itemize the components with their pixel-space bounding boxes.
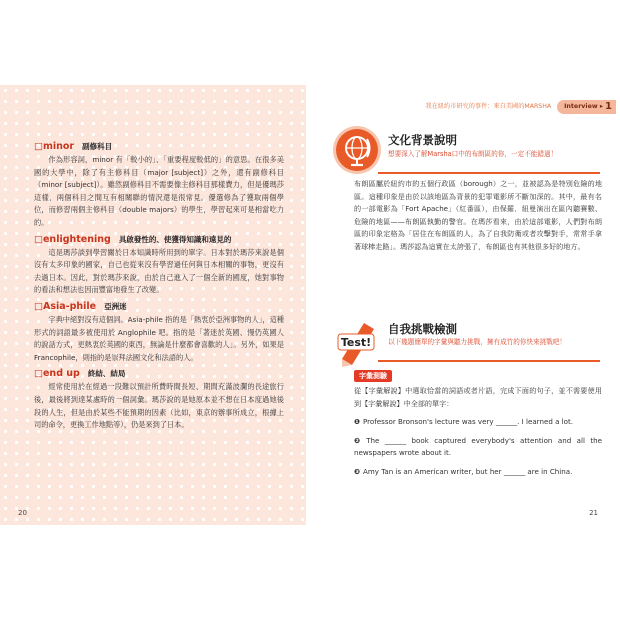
test-badge-text: Test! (340, 336, 372, 349)
term-word: end up (42, 368, 80, 380)
question-text: The ______ book captured everybody's attention and all the newspapers wrote about it. (354, 435, 603, 458)
term-meaning: 亞洲迷 (104, 301, 127, 311)
term-word: enlightening (42, 233, 111, 245)
vocab-test-badge: 字彙測驗 (354, 370, 392, 382)
term-end-up (34, 367, 284, 431)
left-page (0, 85, 306, 525)
term-heading (34, 300, 284, 314)
running-head-title: 我在紐約市研究的事件：來自美國的MARSHA (425, 103, 552, 110)
test-title: 自我挑戰檢測 (388, 322, 457, 336)
checkbox-bullet-icon: □ (34, 300, 43, 312)
question-number-icon: ❷ (354, 435, 364, 445)
interview-number: 1 (605, 101, 612, 112)
term-explanation: 作為形容詞，minor 有「較小的」、「重要程度較低的」的意思。在很多美國的大學中，除了有主修科目（major [subject]）之外，還有副修科目（minor [subject]）。雖然副修科目不需要像主修科目那樣費力，但是優瑪莎這樣，兩個科目之間互有相關聯的情況還是很常見。優選修為了獲取兩個學位，而修習兩個主修科目（double majors）的學生，學習起來可是相當吃力的。 (34, 155, 284, 227)
question-number-icon: ❶ (354, 417, 361, 427)
culture-section (314, 121, 620, 321)
interview-tag-label: Interview (564, 103, 598, 110)
term-heading (34, 233, 284, 247)
term-explanation: 經常使用於在經過一段難以預計所費時間長短、期間充滿波瀾的長途旅行後，最後將到達某處時的一個詞彙。瑪莎說的是她原本並不想在日本度過她後段的人生，但是由於某些不能預期的因素（比如，東京的辦事所成立，根據上司的命令，更換工作地點等），仍是來到了日本。 (34, 382, 284, 430)
term-enlightening (34, 233, 284, 297)
term-meaning: 終結、結局 (87, 369, 126, 379)
section-divider (378, 360, 600, 362)
term-asia-phile (34, 300, 284, 364)
vocabulary-notes (34, 140, 284, 435)
globe-icon (336, 129, 378, 171)
right-page (314, 85, 620, 525)
term-meaning: 具啟發性的、使獲得知識和遠見的 (118, 234, 232, 244)
test-body (354, 385, 602, 479)
term-meaning: 副修科目 (82, 142, 113, 151)
question-text: Professor Bronson's lecture was very ______. I learned a lot. (363, 417, 574, 427)
question-item (354, 416, 602, 429)
interview-tag: Interview ▸ 1 (557, 100, 616, 114)
checkbox-bullet-icon: □ (34, 233, 43, 245)
page-number: 21 (589, 509, 598, 517)
question-item (354, 466, 602, 479)
term-word: minor (42, 141, 75, 152)
culture-title: 文化背景說明 (388, 133, 457, 147)
culture-body: 布朗區屬於紐約市的五個行政區（borough）之一，並被認為是特別危險的地區。這種印象是由於以該地區為背景的犯罪電影所不斷加深的。其中，最有名的一部電影為「Fort Apache」（紅番區），由保羅．紐曼演出在區內聽賽數、危險的地區——布朗區執勤的警官。在瑪莎看來，由於這部電影，人們對布朗區的印象定格為「居住在布朗區的人，為了自我防衛或者攻擊對手，常常手拿著球棒走路」。瑪莎認為這實在太誇張了，布朗區也有其他很多好的地方。 (354, 179, 602, 251)
question-item (354, 435, 602, 460)
checkbox-bullet-icon: □ (34, 141, 43, 152)
question-number-icon: ❸ (354, 466, 361, 476)
culture-subtitle: 想要深入了解Marsha口中的布朗區的你，一定不能錯過！ (388, 150, 558, 158)
question-text: Amy Tan is an American writer, but her ______ are in China. (363, 466, 573, 476)
test-instructions: 從【字彙解說】中選取恰當的詞語或者片語，完成下面的句子，並不需要使用到【字彙解說】中全部的單字： (354, 386, 602, 408)
term-minor (34, 140, 284, 230)
running-head (314, 100, 616, 114)
term-heading (34, 140, 284, 154)
page-number: 20 (18, 509, 27, 517)
term-explanation: 這是瑪莎談到學習關於日本知識時所用到的單字。日本對於瑪莎來說是個沒有太多印象的國家，自己也從來沒有學習過任何與日本相關的事物，更沒有去過日本。因此，對於瑪莎來說，由於自己進入了一個全新的國度，她對事物的看法和想法也因而豐富地發生了改變。 (34, 247, 284, 295)
term-heading (34, 367, 284, 381)
checkbox-bullet-icon: □ (34, 368, 43, 380)
term-word: Asia-phile (42, 300, 97, 312)
pencil-test-icon (336, 319, 378, 361)
test-section (314, 315, 620, 525)
section-divider (378, 172, 600, 174)
term-explanation: 字典中絕對沒有這個詞。Asia-phile 指的是「熱衷於亞洲事物的人」，這種形式的詞語最多被使用於 Anglophile 吧。指的是「著迷於英國、慢仍英國人的說話方式，更熱衷於英國的東西，無論是什麼都會喜歡的人」。另外，如果是 Francophile，則指的是崇拜法國文化和法語的人。 (34, 314, 284, 362)
test-subtitle: 以下幾題簡單的字彙與聽力挑戰，擁有成竹的你快來挑戰吧！ (388, 338, 567, 346)
